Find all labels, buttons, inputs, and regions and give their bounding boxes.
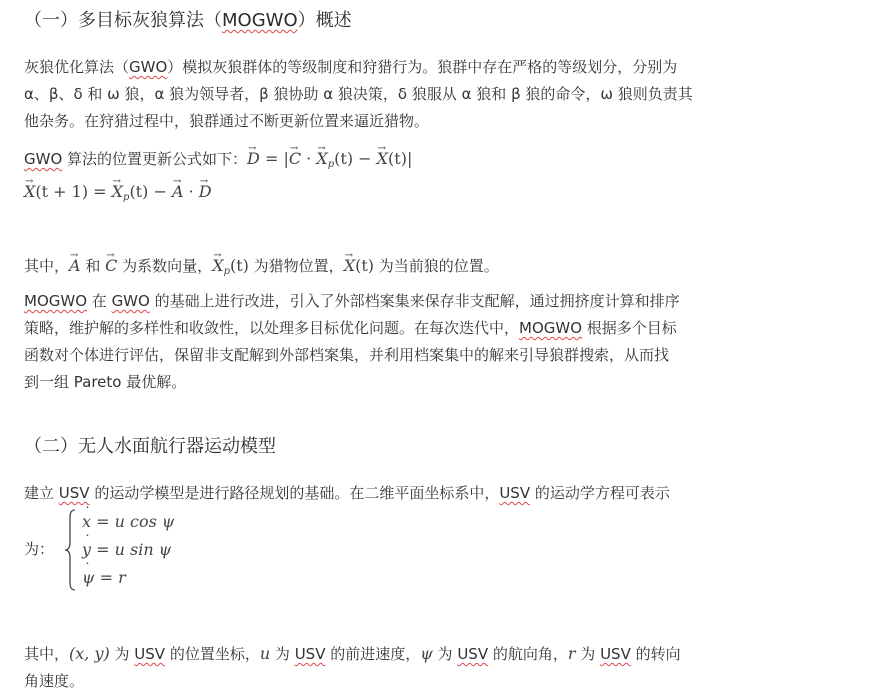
equation-lead-text: 为：	[24, 540, 55, 558]
left-brace	[64, 508, 76, 592]
equation-x-dot	[82, 508, 174, 536]
text-run: ）模拟灰狼群体的等级制度和狩猎行为。狼群中存在严格的等级划分，分别为	[167, 58, 678, 76]
math-symbol: → C	[289, 145, 301, 172]
text-line	[24, 145, 814, 173]
spellcheck-term: USV	[499, 484, 531, 502]
text-line: 到一组 Pareto 最优解。	[24, 373, 187, 391]
math-subscript: p	[327, 159, 335, 170]
math-symbol: → X	[316, 145, 327, 172]
text-run: 为当前狼的位置。	[374, 257, 499, 275]
math-symbol: ˙ y	[82, 536, 91, 564]
text-run: 建立	[24, 484, 59, 502]
math-symbol: (x, y)	[69, 644, 110, 663]
math-symbol: → A	[172, 178, 184, 205]
text-run: 和	[85, 257, 101, 275]
spellcheck-term: MOGWO	[519, 319, 583, 337]
text-line: 函数对个体进行评估，保留非支配解到外部档案集，并利用档案集中的解来引导狼群搜索，从而找	[24, 346, 670, 364]
math-symbol: = u sin ψ	[91, 540, 172, 559]
equation-line: → X(t + 1) = → $X_p(t)$ − → A · → D	[24, 178, 814, 205]
text-run: 为	[270, 645, 295, 663]
text-run: 为系数向量，	[117, 257, 213, 275]
math-symbol: (t)	[388, 149, 407, 168]
math-symbol: (t)	[229, 256, 249, 275]
formula-intro-line	[24, 145, 814, 173]
text-run: 其中，	[24, 257, 70, 275]
math-symbol: = u cos ψ	[91, 512, 175, 531]
math-symbol: → D	[247, 145, 260, 172]
section-heading-usv: （二）无人水面航行器运动模型	[24, 436, 276, 457]
math-symbol: ˙ ψ	[82, 564, 95, 592]
text-run: 算法的位置更新公式如下：	[62, 150, 248, 168]
math-symbol: ˙ x	[82, 508, 91, 536]
text-run: 为	[432, 645, 458, 663]
heading-term: MOGWO	[222, 10, 298, 31]
text-run: 的基础上进行改进，引入了外部档案集来保存非支配解，通过拥挤度计算和排序	[149, 292, 680, 310]
spellcheck-term: MOGWO	[24, 292, 88, 310]
math-symbol: → D	[199, 178, 212, 205]
paragraph-mogwo	[24, 288, 814, 396]
math-subscript: p	[123, 192, 130, 203]
equation-x-update	[24, 178, 814, 205]
math-symbol: → X	[344, 252, 355, 279]
text-run: 的运动学方程可表示	[530, 484, 670, 502]
spellcheck-term: GWO	[111, 292, 150, 310]
equation-d: → D = |→ C · → $X_p(t)$ − → X(t)|	[247, 149, 412, 168]
spellcheck-term: USV	[294, 645, 326, 663]
text-run: 的运动学模型是进行路径规划的基础。在二维平面坐标系中，	[89, 484, 500, 502]
text-run: 为	[575, 645, 601, 663]
text-line	[24, 315, 814, 342]
kinematics-equation-system	[24, 508, 424, 592]
spellcheck-term: GWO	[129, 58, 168, 76]
text-run: 为	[109, 645, 135, 663]
text-run: 灰狼优化算法（	[24, 58, 130, 76]
text-run: 根据多个目标	[582, 319, 677, 337]
text-run: 的航向角，	[488, 645, 568, 663]
math-symbol: ψ	[420, 644, 433, 663]
document-body	[24, 0, 824, 698]
math-symbol: = r	[94, 568, 126, 587]
text-line	[24, 480, 814, 507]
text-line	[24, 54, 814, 81]
math-symbol: (t)	[355, 256, 374, 275]
text-line: α、β、δ 和 ω 狼，α 狼为领导者，β 狼协助 α 狼决策，δ 狼服从 α 狼和 β 狼的命令，ω 狼则负责其	[24, 85, 693, 103]
text-line	[24, 288, 814, 315]
math-symbol: → C	[105, 252, 117, 279]
math-symbol: u	[259, 644, 271, 663]
math-symbol: → X	[212, 252, 223, 279]
math-symbol: → X	[377, 145, 388, 172]
text-line: 他杂务。在狩猎过程中，狼群通过不断更新位置来逼近猎物。	[24, 112, 430, 130]
paragraph-usv-intro	[24, 480, 814, 507]
text-line	[24, 252, 814, 280]
text-run: 在	[87, 292, 112, 310]
math-symbol: (t) −	[129, 182, 172, 201]
heading-text: ）概述	[297, 10, 352, 31]
text-run: 其中，	[24, 645, 70, 663]
text-run: 为猎物位置，	[248, 257, 344, 275]
text-line	[24, 640, 814, 668]
equation-y-dot	[82, 536, 174, 564]
equation-stack	[82, 508, 174, 592]
math-symbol: → A	[69, 252, 81, 279]
spellcheck-term: USV	[600, 645, 631, 663]
text-line: 角速度。	[24, 672, 85, 690]
math-symbol: (t)	[334, 149, 354, 168]
section-heading-mogwo	[24, 8, 352, 34]
text-run: 策略，维护解的多样性和收敛性，以处理多目标优化问题。在每次迭代中，	[24, 319, 520, 337]
paragraph-gwo-intro	[24, 54, 814, 135]
text-run: 的位置坐标，	[165, 645, 260, 663]
spellcheck-term: GWO	[24, 150, 63, 168]
text-run: 的转向	[630, 645, 681, 663]
math-symbol: (t + 1) =	[35, 182, 112, 201]
math-symbol: → X	[112, 178, 123, 205]
heading-text: （一）多目标灰狼算法（	[24, 10, 222, 31]
spellcheck-term: USV	[58, 484, 90, 502]
text-run: 的前进速度，	[325, 645, 421, 663]
spellcheck-term: USV	[457, 645, 489, 663]
math-symbol: → X	[24, 178, 35, 205]
math-subscript: p	[223, 266, 230, 277]
math-symbol: r	[567, 644, 576, 663]
paragraph-usv-variables	[24, 640, 814, 695]
equation-psi-dot	[82, 564, 174, 592]
spellcheck-term: USV	[134, 645, 166, 663]
paragraph-where-vectors	[24, 252, 814, 280]
